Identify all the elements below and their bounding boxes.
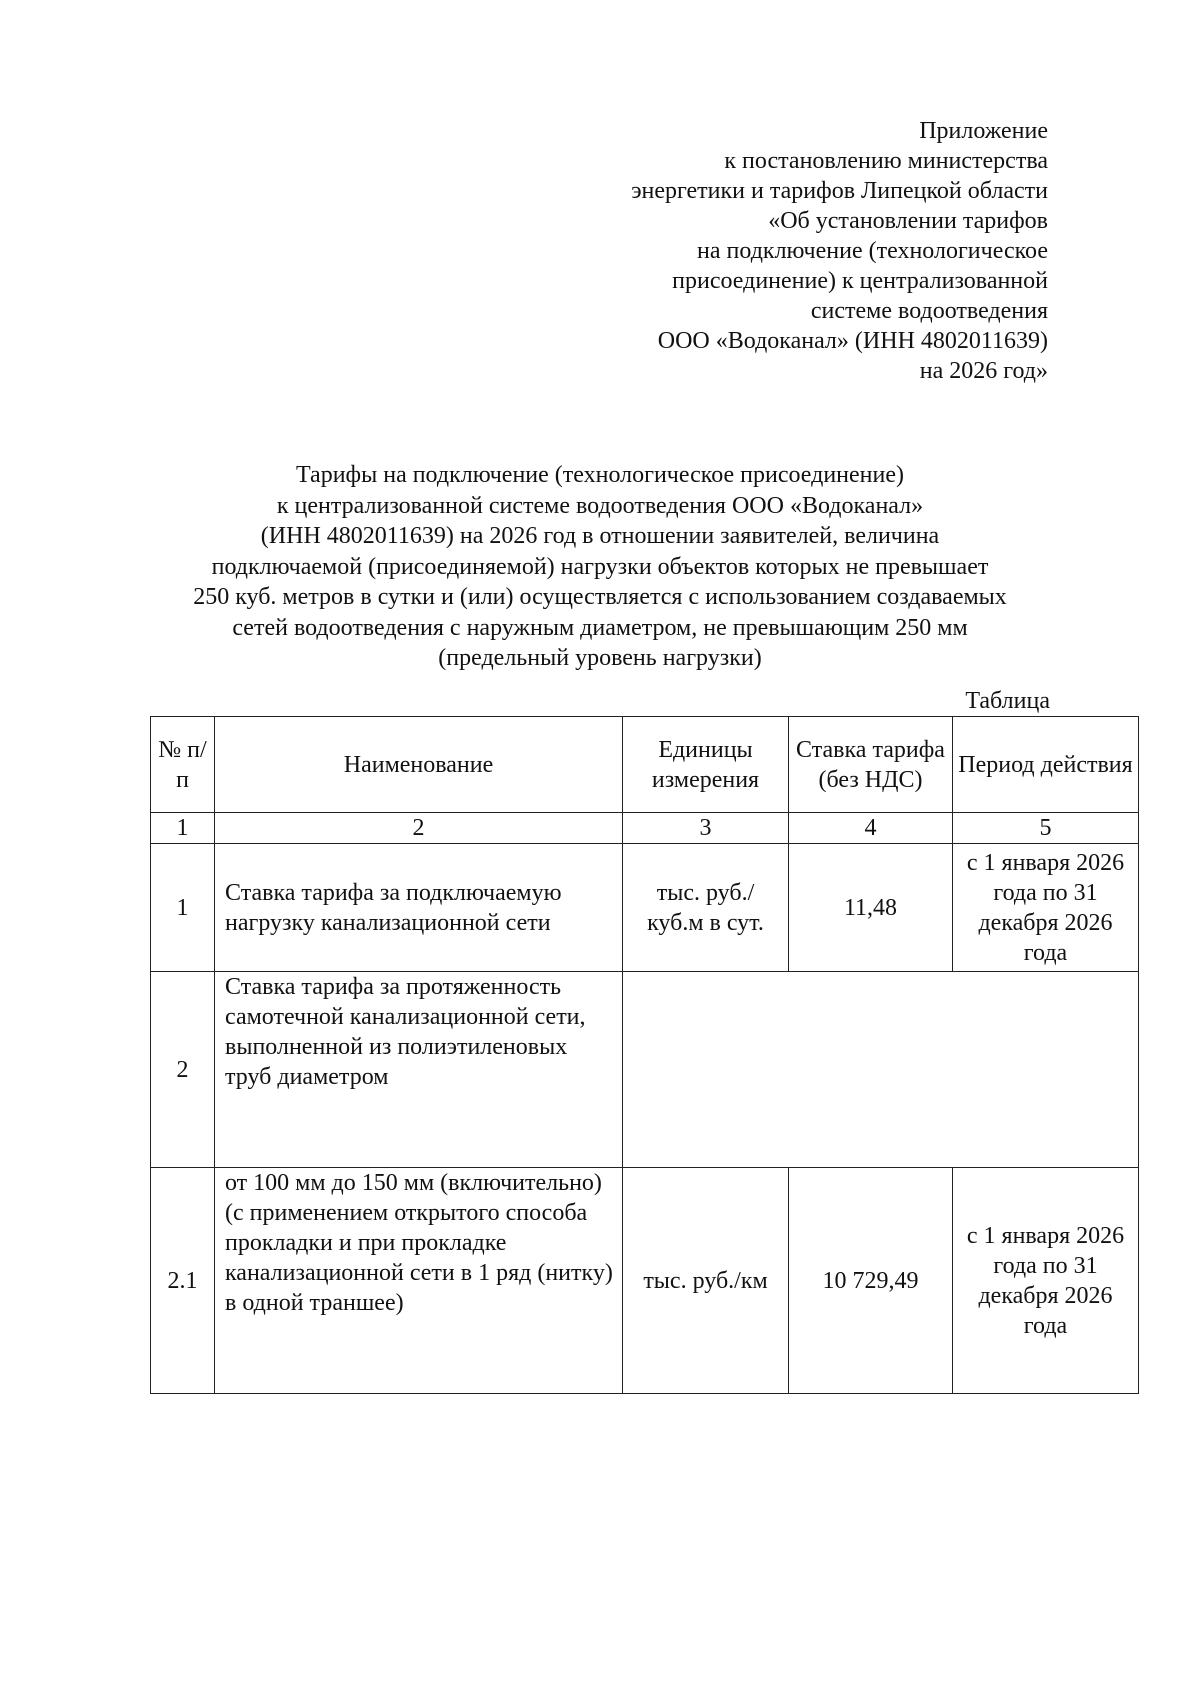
appendix-line: Приложение — [919, 118, 1048, 144]
column-number: 4 — [789, 813, 953, 844]
row-name: Ставка тарифа за протяженность самотечной канализационной сети, выполненной из полиэтиленовых труб диаметром — [215, 972, 623, 1168]
table-row — [151, 844, 1139, 972]
table-row — [151, 972, 1139, 1168]
row-num: 1 — [151, 844, 215, 972]
appendix-line: к постановлению министерства — [724, 148, 1048, 174]
appendix-line: «Об установлении тарифов — [768, 208, 1048, 234]
row-rate: 11,48 — [789, 844, 953, 972]
row-num: 2.1 — [151, 1168, 215, 1394]
title-line: (предельный уровень нагрузки) — [438, 645, 762, 671]
header-num: № п/п — [151, 717, 215, 813]
row-num: 2 — [151, 972, 215, 1168]
row-name: от 100 мм до 150 мм (включительно) (с применением открытого способа прокладки и при прокладке канализационной сети в 1 ряд (нитку) в одной траншее) — [215, 1168, 623, 1394]
header-rate: Ставка тарифа (без НДС) — [789, 717, 953, 813]
row-empty-span — [623, 972, 1139, 1168]
title-line: сетей водоотведения с наружным диаметром, не превышающим 250 мм — [232, 614, 968, 641]
appendix-line: системе водоотведения — [810, 298, 1048, 324]
table-label: Таблица — [965, 688, 1050, 714]
row-unit: тыс. руб./км — [623, 1168, 789, 1394]
column-number-row — [151, 813, 1139, 844]
appendix-line: на 2026 год» — [919, 358, 1048, 384]
title-line: Тарифы на подключение (технологическое присоединение) — [295, 462, 905, 488]
header-unit: Единицы измерения — [623, 717, 789, 813]
title-line: (ИНН 4802011639) на 2026 год в отношении заявителей, величина — [260, 523, 940, 549]
column-number: 5 — [953, 813, 1139, 844]
row-name: Ставка тарифа за подключаемую нагрузку канализационной сети — [215, 844, 623, 972]
header-period: Период действия — [953, 717, 1139, 813]
column-number: 2 — [215, 813, 623, 844]
table-row — [151, 1168, 1139, 1394]
appendix-line: присоединение) к централизованной — [672, 268, 1048, 294]
document-title — [150, 460, 1050, 674]
row-rate: 10 729,49 — [789, 1168, 953, 1394]
row-unit: тыс. руб./ куб.м в сут. — [623, 844, 789, 972]
row-period: с 1 января 2026 года по 31 декабря 2026 года — [953, 1168, 1139, 1394]
column-number: 1 — [151, 813, 215, 844]
title-line: к централизованной системе водоотведения ООО «Водоканал» — [276, 492, 924, 519]
appendix-line: на подключение (технологическое — [697, 238, 1048, 264]
table-header-row — [151, 717, 1139, 813]
row-period: с 1 января 2026 года по 31 декабря 2026 года — [953, 844, 1139, 972]
column-number: 3 — [623, 813, 789, 844]
appendix-line: энергетики и тарифов Липецкой области — [631, 178, 1048, 204]
title-line: 250 куб. метров в сутки и (или) осуществляется с использованием создаваемых — [193, 584, 1007, 610]
appendix-block — [631, 116, 1048, 386]
appendix-line: ООО «Водоканал» (ИНН 4802011639) — [657, 328, 1048, 354]
tariff-table — [150, 716, 1139, 1394]
header-name: Наименование — [215, 717, 623, 813]
title-line: подключаемой (присоединяемой) нагрузки объектов которых не превышает — [211, 553, 989, 580]
